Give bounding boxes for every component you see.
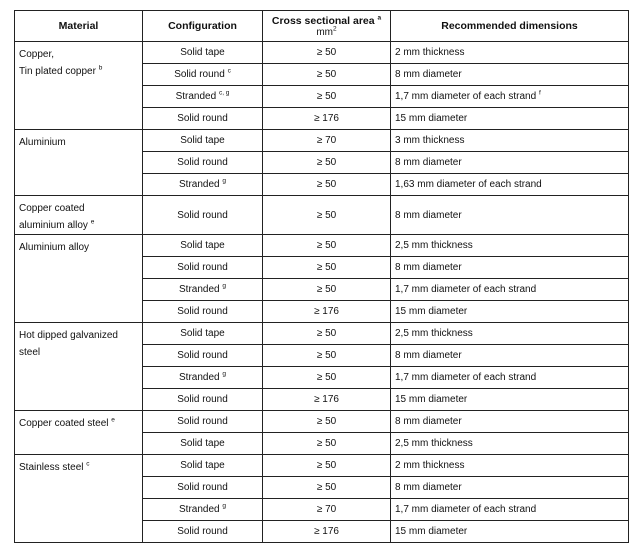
material-text: Hot dipped galvanized bbox=[19, 330, 118, 341]
area-cell: ≥ 50 bbox=[263, 174, 391, 196]
dimensions-text: 1,7 mm diameter of each strand bbox=[395, 372, 537, 383]
header-recommended-dimensions: Recommended dimensions bbox=[391, 11, 629, 42]
table-row bbox=[15, 196, 629, 235]
configuration-footnote-ref: g bbox=[222, 370, 226, 378]
configuration-text: Stranded bbox=[175, 91, 217, 102]
material-text: Copper coated bbox=[19, 203, 85, 214]
configuration-footnote-ref: g bbox=[222, 282, 226, 290]
configuration-cell bbox=[143, 235, 263, 257]
area-cell: ≥ 50 bbox=[263, 345, 391, 367]
header-area-note: a bbox=[377, 14, 382, 21]
area-cell: ≥ 50 bbox=[263, 367, 391, 389]
configuration-text: Solid round bbox=[177, 306, 228, 317]
material-footnote-ref: b bbox=[98, 64, 103, 72]
configuration-text: Stranded bbox=[179, 372, 220, 383]
material-text: Aluminium alloy bbox=[19, 242, 90, 253]
dimensions-cell bbox=[391, 411, 629, 433]
configuration-text: Stranded bbox=[179, 284, 220, 295]
area-cell: ≥ 50 bbox=[263, 323, 391, 345]
material-line bbox=[19, 344, 138, 361]
configuration-cell bbox=[143, 499, 263, 521]
material-line bbox=[19, 239, 138, 256]
table-row bbox=[15, 455, 629, 477]
dimensions-text: 3 mm thickness bbox=[395, 135, 465, 146]
area-cell: ≥ 70 bbox=[263, 499, 391, 521]
table-row bbox=[15, 42, 629, 64]
configuration-cell bbox=[143, 42, 263, 64]
table-row bbox=[15, 130, 629, 152]
configuration-footnote-ref: g bbox=[222, 177, 226, 185]
dimensions-text: 8 mm diameter bbox=[395, 262, 462, 273]
area-cell: ≥ 50 bbox=[263, 433, 391, 455]
material-line bbox=[19, 459, 138, 476]
material-line bbox=[19, 46, 138, 63]
dimensions-text: 1,7 mm diameter of each strand bbox=[395, 91, 537, 102]
material-footnote-ref: c bbox=[86, 460, 90, 468]
dimensions-text: 2,5 mm thickness bbox=[395, 438, 473, 449]
area-cell: ≥ 50 bbox=[263, 196, 391, 235]
material-text: Aluminium bbox=[19, 137, 66, 148]
dimensions-cell bbox=[391, 389, 629, 411]
dimensions-cell bbox=[391, 235, 629, 257]
dimensions-text: 2 mm thickness bbox=[395, 47, 465, 58]
dimensions-text: 15 mm diameter bbox=[395, 113, 468, 124]
dimensions-text: 1,7 mm diameter of each strand bbox=[395, 504, 537, 515]
dimensions-cell bbox=[391, 455, 629, 477]
material-cell bbox=[15, 323, 143, 411]
configuration-cell bbox=[143, 152, 263, 174]
configuration-cell bbox=[143, 279, 263, 301]
table-row bbox=[15, 235, 629, 257]
material-footnote-ref: e bbox=[90, 218, 95, 226]
area-cell: ≥ 50 bbox=[263, 235, 391, 257]
configuration-cell bbox=[143, 130, 263, 152]
dimensions-cell bbox=[391, 196, 629, 235]
header-area-label: Cross sectional area bbox=[271, 14, 375, 27]
dimensions-cell bbox=[391, 86, 629, 108]
dimensions-text: 8 mm diameter bbox=[395, 209, 462, 221]
configuration-cell bbox=[143, 345, 263, 367]
configuration-text: Solid tape bbox=[180, 328, 225, 339]
configuration-footnote-ref: g bbox=[222, 502, 226, 510]
dimensions-cell bbox=[391, 152, 629, 174]
area-cell: ≥ 176 bbox=[263, 389, 391, 411]
header-configuration: Configuration bbox=[143, 11, 263, 42]
header-cross-sectional-area bbox=[263, 11, 391, 42]
dimensions-text: 8 mm diameter bbox=[395, 69, 462, 80]
area-cell: ≥ 176 bbox=[263, 521, 391, 543]
dimensions-cell bbox=[391, 42, 629, 64]
material-text: steel bbox=[19, 347, 41, 358]
configuration-cell bbox=[143, 64, 263, 86]
configuration-text: Solid round bbox=[177, 416, 228, 427]
configuration-footnote-ref: c bbox=[227, 67, 231, 75]
material-line bbox=[19, 134, 138, 151]
table-row bbox=[15, 323, 629, 345]
dimensions-text: 1,63 mm diameter of each strand bbox=[395, 179, 542, 190]
configuration-cell bbox=[143, 196, 263, 235]
dimensions-cell bbox=[391, 257, 629, 279]
material-footnote-ref: e bbox=[111, 416, 115, 424]
dimensions-text: 8 mm diameter bbox=[395, 482, 462, 493]
material-text: Copper coated steel bbox=[19, 418, 109, 429]
dimensions-cell bbox=[391, 345, 629, 367]
configuration-text: Solid tape bbox=[180, 460, 225, 471]
dimensions-text: 8 mm diameter bbox=[395, 350, 462, 361]
configuration-text: Solid round bbox=[177, 262, 228, 273]
dimensions-text: 15 mm diameter bbox=[395, 306, 468, 317]
material-text: Copper, bbox=[19, 49, 55, 60]
configuration-cell bbox=[143, 86, 263, 108]
configuration-text: Solid tape bbox=[180, 438, 225, 449]
conductor-dimensions-table bbox=[14, 10, 629, 543]
material-text: Stainless steel bbox=[19, 462, 84, 473]
material-cell bbox=[15, 42, 143, 130]
configuration-text: Solid round bbox=[177, 350, 228, 361]
area-cell: ≥ 50 bbox=[263, 411, 391, 433]
dimensions-cell bbox=[391, 64, 629, 86]
area-cell: ≥ 50 bbox=[263, 257, 391, 279]
material-cell bbox=[15, 411, 143, 455]
material-line bbox=[19, 415, 138, 432]
area-cell: ≥ 50 bbox=[263, 42, 391, 64]
material-line bbox=[19, 327, 138, 344]
configuration-cell bbox=[143, 108, 263, 130]
configuration-cell bbox=[143, 521, 263, 543]
area-cell: ≥ 50 bbox=[263, 279, 391, 301]
dimensions-text: 2,5 mm thickness bbox=[395, 240, 473, 251]
dimensions-cell bbox=[391, 433, 629, 455]
dimensions-footnote-ref: f bbox=[538, 89, 541, 97]
header-area-unit-exponent: 2 bbox=[333, 25, 337, 33]
area-cell: ≥ 50 bbox=[263, 455, 391, 477]
dimensions-text: 8 mm diameter bbox=[395, 157, 462, 168]
configuration-text: Solid tape bbox=[180, 240, 225, 251]
table-body bbox=[15, 42, 629, 543]
header-area-unit-line bbox=[267, 27, 386, 38]
dimensions-text: 15 mm diameter bbox=[395, 394, 468, 405]
configuration-cell bbox=[143, 323, 263, 345]
configuration-text: Solid tape bbox=[180, 47, 225, 58]
area-cell: ≥ 50 bbox=[263, 64, 391, 86]
configuration-cell bbox=[143, 411, 263, 433]
configuration-text: Stranded bbox=[179, 179, 220, 190]
material-line bbox=[19, 200, 138, 217]
configuration-text: Stranded bbox=[179, 504, 220, 515]
area-cell: ≥ 50 bbox=[263, 86, 391, 108]
configuration-text: Solid round bbox=[177, 482, 228, 493]
configuration-cell bbox=[143, 174, 263, 196]
configuration-text: Solid round bbox=[177, 209, 228, 221]
area-cell: ≥ 176 bbox=[263, 108, 391, 130]
area-cell: ≥ 50 bbox=[263, 152, 391, 174]
header-material: Material bbox=[15, 11, 143, 42]
dimensions-text: 8 mm diameter bbox=[395, 416, 462, 427]
area-cell: ≥ 70 bbox=[263, 130, 391, 152]
dimensions-text: 2 mm thickness bbox=[395, 460, 465, 471]
dimensions-cell bbox=[391, 130, 629, 152]
dimensions-text: 1,7 mm diameter of each strand bbox=[395, 284, 537, 295]
table-row bbox=[15, 411, 629, 433]
configuration-cell bbox=[143, 257, 263, 279]
material-text: Tin plated copper bbox=[19, 66, 96, 77]
dimensions-cell bbox=[391, 477, 629, 499]
configuration-cell bbox=[143, 433, 263, 455]
configuration-text: Solid round bbox=[177, 113, 228, 124]
material-cell bbox=[15, 455, 143, 543]
dimensions-cell bbox=[391, 499, 629, 521]
material-cell bbox=[15, 235, 143, 323]
material-cell bbox=[15, 196, 143, 235]
configuration-footnote-ref: c, g bbox=[218, 89, 230, 97]
configuration-text: Solid round bbox=[174, 69, 225, 80]
dimensions-cell bbox=[391, 521, 629, 543]
configuration-text: Solid round bbox=[177, 526, 228, 537]
configuration-cell bbox=[143, 455, 263, 477]
dimensions-cell bbox=[391, 301, 629, 323]
dimensions-cell bbox=[391, 323, 629, 345]
material-cell bbox=[15, 130, 143, 196]
dimensions-cell bbox=[391, 174, 629, 196]
configuration-cell bbox=[143, 389, 263, 411]
dimensions-text: 15 mm diameter bbox=[395, 526, 468, 537]
area-cell: ≥ 50 bbox=[263, 477, 391, 499]
dimensions-text: 2,5 mm thickness bbox=[395, 328, 473, 339]
material-line bbox=[19, 217, 138, 234]
configuration-cell bbox=[143, 367, 263, 389]
material-line bbox=[19, 63, 138, 80]
dimensions-cell bbox=[391, 108, 629, 130]
configuration-cell bbox=[143, 301, 263, 323]
configuration-text: Solid tape bbox=[180, 135, 225, 146]
header-area-unit: mm bbox=[316, 26, 334, 38]
area-cell: ≥ 176 bbox=[263, 301, 391, 323]
configuration-cell bbox=[143, 477, 263, 499]
dimensions-cell bbox=[391, 367, 629, 389]
dimensions-cell bbox=[391, 279, 629, 301]
configuration-text: Solid round bbox=[177, 394, 228, 405]
table-header-row bbox=[15, 11, 629, 42]
configuration-text: Solid round bbox=[177, 157, 228, 168]
material-text: aluminium alloy bbox=[19, 220, 88, 231]
